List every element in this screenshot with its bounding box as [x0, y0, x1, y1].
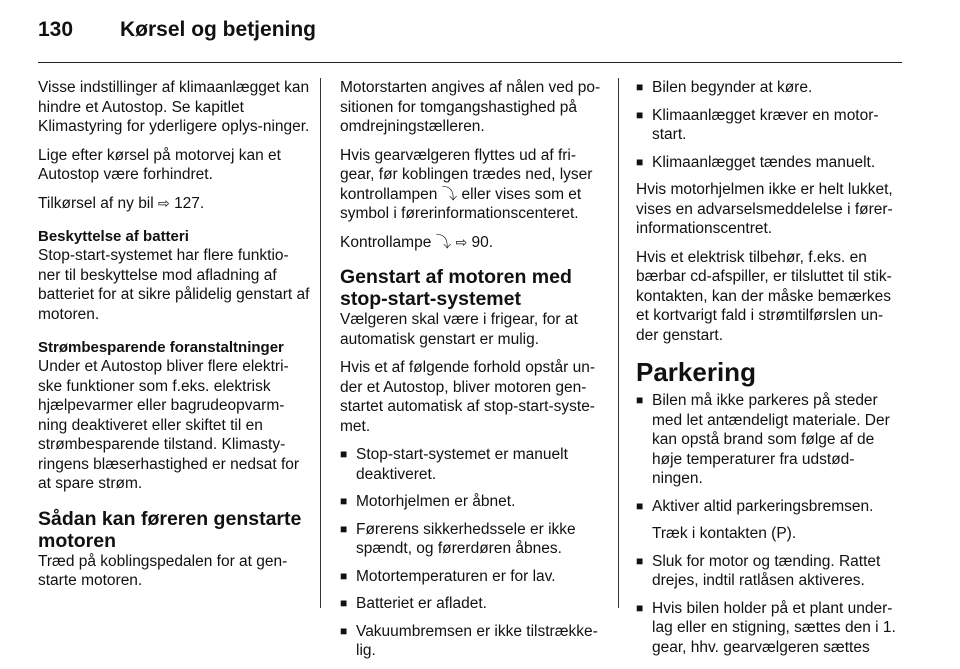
list-item — [340, 594, 608, 614]
bullet-icon: ■ — [340, 596, 348, 610]
chapter-title: Kørsel og betjening — [120, 18, 317, 41]
section-title: Parkering — [636, 357, 756, 387]
list-item — [340, 492, 608, 512]
list-item-text: Stop-start-systemet er manuelt deaktiveret. — [356, 446, 568, 483]
text-span: eller vises som et symbol i førerinformationscenteret. — [340, 185, 582, 222]
list-item — [636, 78, 904, 98]
section-heading: Sådan kan føreren genstarte motoren — [38, 507, 302, 552]
list-item — [636, 599, 904, 658]
bullet-list — [340, 445, 608, 661]
bullet-list — [636, 552, 904, 658]
subheading: Strømbesparende foranstaltninger — [38, 339, 284, 356]
paragraph: Motorstarten angives af nålen ved po-sitionen for tomgangshastighed på omdrejningstælleren. — [340, 79, 601, 135]
text-span: Kontrollampe — [340, 233, 432, 251]
paragraph — [340, 233, 608, 253]
list-item-text: Hvis bilen holder på et plant under-lag eller en stigning, sættes den i 1. gear, hhv. gearvælgeren sættes — [652, 599, 896, 656]
list-item-text: Klimaanlægget kræver en motor-start. — [652, 106, 879, 143]
page-header — [38, 18, 316, 42]
subheading: Beskyttelse af batteri — [38, 228, 189, 245]
paragraph: Hvis et elektrisk tilbehør, f.eks. en bærbar cd-afspiller, er tilsluttet til stik-kontakten, kan der måske bemærkes et kortvarigt fald i strømtilførslen un-der genstart. — [636, 248, 892, 344]
list-item — [340, 520, 608, 559]
autostop-lamp-icon: ⤵ — [441, 185, 458, 203]
bullet-icon: ■ — [340, 568, 348, 583]
section-heading: Genstart af motoren med stop-start-systemet — [340, 266, 572, 310]
note-text: Træk i kontakten — [652, 525, 767, 542]
page-number: 130 — [38, 18, 74, 41]
list-item — [636, 106, 904, 145]
header-rule — [38, 62, 902, 63]
paragraph: Visse indstillinger af klimaanlægget kan hindre et Autostop. Se kapitlet Klimastyring for yderligere oplys-ninger. — [38, 79, 310, 135]
paragraph: Lige efter kørsel på motorvej kan et Autostop være forhindret. — [38, 146, 281, 183]
column-3 — [636, 78, 904, 665]
bullet-icon: ■ — [636, 80, 644, 94]
list-item-text: Motortemperaturen er for lav. — [356, 567, 556, 585]
text-span: Hvis gearvælgeren flyttes ud af fri-gear, før koblingen trædes ned, lyser kontrollampen — [340, 146, 593, 203]
list-item-text: Bilen må ikke parkeres på steder med let antændeligt materiale. Der kan opstå brand som følge af de høje temperaturer fra udstød-ningen. — [652, 392, 890, 487]
list-item — [636, 552, 904, 591]
list-item — [340, 567, 608, 587]
list-item — [636, 153, 904, 173]
ref-page: 127. — [174, 194, 205, 212]
list-item — [340, 622, 608, 661]
list-item — [636, 391, 904, 489]
paragraph: Hvis motorhjelmen ikke er helt lukket, vises en advarselsmeddelelse i fører-informationscentret. — [636, 181, 893, 237]
list-item-text: Førerens sikkerhedssele er ikke spændt, og førerdøren åbnes. — [356, 520, 576, 557]
bullet-icon: ■ — [636, 107, 644, 122]
bullet-list — [636, 391, 904, 516]
list-item-text: Bilen begynder at køre. — [652, 79, 813, 96]
list-item-text: Batteriet er afladet. — [356, 595, 487, 612]
list-item-text: Klimaanlægget tændes manuelt. — [652, 153, 876, 171]
paragraph: Hvis et af følgende forhold opstår un-der et Autostop, bliver motoren gen-startet automatisk af stop-start-syste-met. — [340, 359, 596, 435]
list-item-text: Aktiver altid parkeringsbremsen. — [652, 497, 874, 515]
ref-page: 90. — [471, 233, 494, 251]
column-divider — [320, 78, 321, 608]
bullet-icon: ■ — [340, 623, 348, 638]
instruction-note — [636, 524, 904, 544]
autostop-lamp-icon: ⤵ — [435, 233, 452, 251]
bullet-list — [636, 78, 904, 172]
bullet-icon: ■ — [340, 447, 348, 461]
paragraph: Vælgeren skal være i frigear, for at automatisk genstart er mulig. — [340, 311, 578, 348]
list-item — [636, 497, 904, 517]
list-item-text: Motorhjelmen er åbnet. — [356, 493, 516, 510]
list-item-text: Sluk for motor og tænding. Rattet drejes, indtil ratlåsen aktiveres. — [652, 552, 881, 589]
column-2 — [340, 78, 608, 669]
column-divider — [618, 78, 619, 608]
list-item-text: Vakuumbremsen er ikke tilstrække-lig. — [356, 622, 598, 659]
bullet-icon: ■ — [636, 393, 644, 407]
paragraph: Stop-start-systemet har flere funktio-ner til beskyttelse mod afladning af batteriet for at sikre pålidelig genstart af motoren. — [38, 247, 310, 323]
bullet-icon: ■ — [636, 498, 644, 513]
paragraph — [38, 194, 310, 214]
paragraph: Under et Autostop bliver flere elektri-ske funktioner som f.eks. elektrisk hjælpevarmer eller bagrudeopvarm-ning deaktiveret eller skiftet til en strømbesparende tilstand. Klimasty-ringens blæserhastighed er nedsat for at spare strøm. — [38, 358, 300, 492]
bullet-icon: ■ — [636, 600, 644, 615]
paragraph — [340, 146, 608, 224]
parking-brake-icon: (P). — [771, 525, 797, 542]
column-1 — [38, 78, 310, 600]
paragraph: Træd på koblingspedalen for at gen-starte motoren. — [38, 552, 288, 589]
bullet-icon: ■ — [636, 154, 644, 169]
bullet-icon: ■ — [636, 553, 644, 568]
bullet-icon: ■ — [340, 494, 348, 508]
ref-text: Tilkørsel af ny bil — [38, 194, 154, 212]
ref-arrow-icon: ⇨ — [158, 194, 170, 211]
bullet-icon: ■ — [340, 521, 348, 536]
ref-arrow-icon: ⇨ — [455, 233, 468, 250]
list-item — [340, 445, 608, 484]
